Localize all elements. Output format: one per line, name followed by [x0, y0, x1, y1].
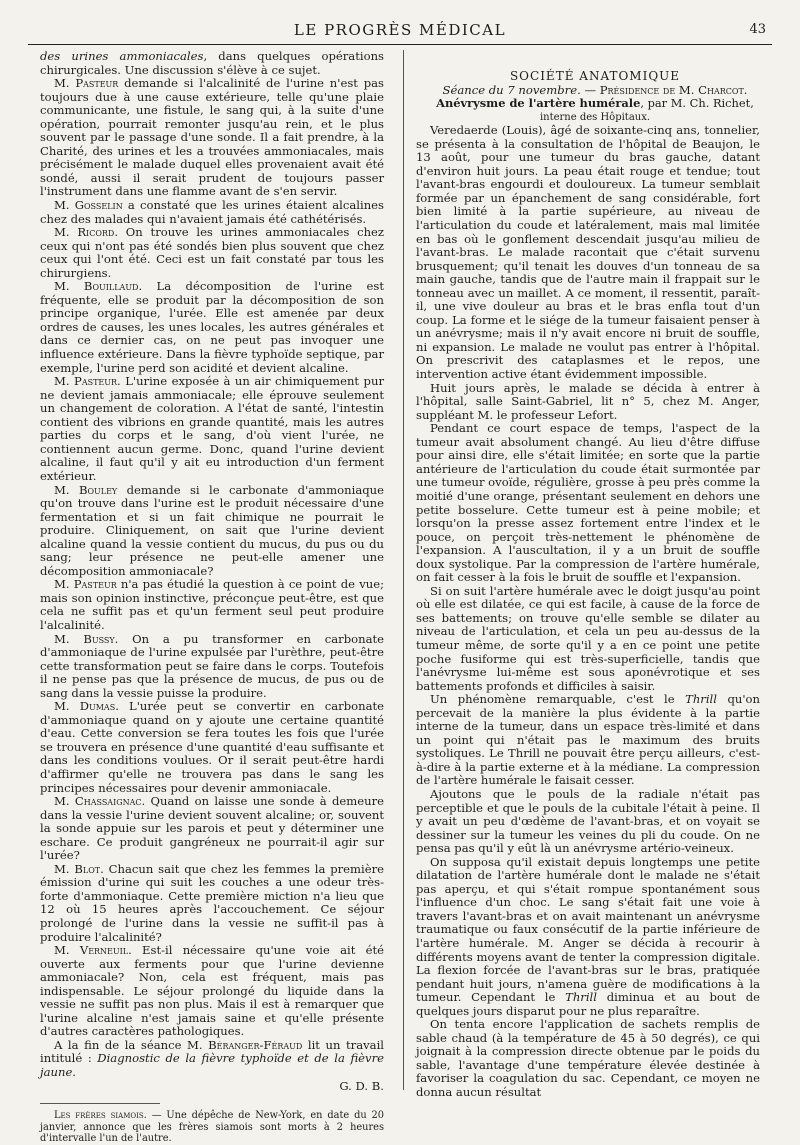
article-title: Anévrysme de l'artère humérale	[436, 96, 641, 111]
paragraph: On tenta encore l'application de sachets remplis de sable chaud (à la température de 45 à 50 degrés), ce qui joignait à la compression directe obtenue par le poids du sable, l'avantage d'une température élevée destinée à favoriser la coagulation du sac. Cependant, ce moyen ne donna aucun résultat	[416, 1017, 760, 1100]
speaker-name: M. Bouley	[54, 482, 118, 497]
paragraph	[416, 693, 760, 788]
paragraph-text: On supposa qu'il existait depuis longtemps une petite dilatation de l'artère humérale dont le malade ne s'était pas aperçu, et qui s'était rompue spontanément sous l'influence d'un choc. Le sang s'était fait une voie à travers l'avant-bras et on avait maintenant un anévrysme traumatique ou faux consécutif de la partie inférieure de l'artère humérale. M. Anger se décida à recourir à différents moyens avant de tenter la compression digitale. La flexion forcée de l'avant-bras sur le bras, pratiquée pendant huit jours, n'amena guère de modifications à la tumeur. Cependant le	[416, 854, 760, 1005]
paragraph	[40, 863, 384, 944]
paragraph-text: Quand on laisse une sonde à demeure dans la vessie l'urine devient souvent alcaline; or, souvent la sonde appuie sur les parois et peut y déterminer une eschare. Ce produit gangréneux ne pourrait-il agir sur l'urée?	[40, 794, 384, 863]
paragraph-text: n'a pas étudié la question à ce point de vue; mais son opinion instinctive, préconçue peut-être, est que cela ne suffit pas et qu'un ferment seul peut produire l'alcalinité.	[40, 577, 384, 632]
paragraph	[40, 578, 384, 632]
article-title-line	[416, 97, 760, 111]
right-column	[416, 70, 760, 1100]
paragraph	[40, 484, 384, 579]
paragraph	[40, 50, 384, 77]
paragraph-text: qu'on percevait de la manière la plus évidente à la partie interne de la tumeur, dans un espace très-limité et dans un point qui n'était pas le maximum des bruits systoliques. Le Thrill ne pouvait être perçu ailleurs, c'est-à-dire à la partie externe et à la médiane. La compression de l'artère humérale le faisait cesser.	[416, 692, 760, 788]
paragraph	[40, 280, 384, 375]
article-author: , par M. Ch. Richet,	[640, 96, 754, 111]
speaker-name: M. Blot.	[54, 861, 104, 876]
paragraph: Veredaerde (Louis), âgé de soixante-cinq ans, tonnelier, se présenta à la consultation de l'hôpital de Beaujon, le 13 août, pour une tumeur du bras gauche, datant d'environ huit jours. La peau était rouge et tendue; tout l'avant-bras engourdi et douloureux. La tumeur semblait formée par un épanchement de sang considérable, fort bien limité à la partie supérieure, au niveau de l'articulation du coude et latéralement, mais mal limitée en bas où le gonflement descendait jusqu'au milieu de l'avant-bras. Le malade racontait que c'était survenu brusquement; qu'il tenait les douves d'un tonneau de sa main gauche, tandis que de l'autre main il frappait sur le tonneau avec un maillet. A ce moment, il ressentit, paraît-il, une vive douleur au bras et le bras enfla tout d'un coup. La forme et le siége de la tumeur faisaient penser à un anévrysme; mais il n'y avait encore ni bruit de souffle, ni expansion. Le malade ne voulut pas entrer à l'hôpital. On prescrivit des cataplasmes et le repos, une intervention active étant évidemment impossible.	[416, 123, 760, 382]
work-title: Diagnostic de la fièvre typhoïde et de la fièvre jaune.	[40, 1051, 384, 1080]
paragraph	[40, 77, 384, 199]
paragraph: Pendant ce court espace de temps, l'aspect de la tumeur avait absolument changé. Au lieu d'être diffuse pour ainsi dire, elle s'était limitée; en sorte que la partie antérieure de l'articulation du coude était surmontée par une tumeur ovoïde, régulière, grosse à peu près comme la moitié d'une orange, présentant seulement en dehors une petite bosselure. Cette tumeur est à peine mobile; et lorsqu'on la presse assez fortement entre l'index et le pouce, on perçoit très-nettement le phénomène de l'expansion. A l'auscultation, il y a un bruit de souffle doux systolique. Par la compression de l'artère humérale, on fait cesser à la fois le bruit de souffle et l'expansion.	[416, 421, 760, 585]
paragraph-text: La décomposition de l'urine est fréquente, elle se produit par la décomposition de son principe organique, l'urée. Elle est amenée par deux ordres de causes, les unes locales, les autres générales et dans ce dernier cas, on ne peut pas invoquer une influence extérieure. Dans la fièvre typhoïde septique, par exemple, l'urine perd son acidité et devient alcaline.	[40, 279, 385, 375]
author-role: interne des Hôpitaux.	[539, 111, 651, 123]
signature: G. D. B.	[339, 1078, 384, 1093]
italic-phrase: des urines ammoniacales	[40, 49, 204, 63]
footnote-heading: Les frères siamois.	[54, 1110, 147, 1122]
left-column	[40, 50, 384, 1145]
paragraph	[40, 944, 384, 1039]
page-header	[28, 20, 772, 45]
footnote-text: — Une dépêche de New-York, en date du 20 janvier, annonce que les frères siamois sont morts à 2 heures d'intervalle l'un de l'autre.	[40, 1110, 385, 1145]
speaker-name: M. Verneuil.	[54, 943, 132, 958]
speaker-name: M. Pasteur	[54, 577, 117, 592]
italic-term: Thrill	[685, 692, 717, 707]
paragraph-text: A la fin de la séance	[54, 1037, 188, 1052]
paragraph-text: L'urée peut se convertir en carbonate d'ammoniaque quand on y ajoute une certaine quantité d'eau. Cette conversion se fera toutes les fois que l'urée se trouvera en présence d'une quantité d'eau suffisante et dans les conditions voulues. Or il serait peut-être hardi d'affirmer qu'elle ne trouvera pas dans le sang les principes nécessaires pour devenir ammoniacale.	[40, 699, 385, 795]
paragraph-text: lit un travail intitulé :	[40, 1037, 384, 1066]
paragraph-text: Chacun sait que chez les femmes la première émission d'urine qui suit les couches a une odeur très-forte d'ammoniaque. Cette première miction n'a lieu que 12 où 15 heures après l'accouchement. Ce séjour prolongé de l'urine dans la vessie ne suffit-il pas à produire l'alcalinité?	[40, 861, 384, 944]
paragraph-text: demande si le carbonate d'ammoniaque qu'on trouve dans l'urine est le produit nécessaire d'une fermentation et si un fait chimique ne pourrait le produire. Cliniquement, on sait que l'urine devient alcaline quand la vessie contient du mucus, du pus ou du sang; leur présence ne peut-elle amener une décomposition ammoniacale?	[40, 482, 384, 578]
speaker-name: M. Pasteur.	[54, 374, 121, 389]
paragraph-text: diminua et au bout de quelques jours disparut pour ne plus reparaître.	[416, 990, 760, 1018]
paragraph	[40, 375, 384, 483]
paragraph	[40, 700, 384, 795]
paragraph	[416, 856, 760, 1019]
paragraph	[40, 226, 384, 280]
paragraph-text: a constaté que les urines étaient alcalines chez des malades qui n'avaient jamais été cathétérisés.	[40, 198, 384, 226]
paragraph	[40, 1039, 384, 1080]
paragraph-text: Est-il nécessaire qu'une voie ait été ouverte aux ferments pour que l'urine devienne ammoniacale? Non, cela est fréquent, mais pas indispensable. Le séjour prolongé du liquide dans la vessie ne suffit pas non plus. Mais il est à remarquer que l'urine alcaline n'est jamais saine et qu'elle présente d'autres caractères pathologiques.	[40, 943, 384, 1039]
paragraph-text: , dans quelques opérations chirurgicales. Une discussion s'élève à ce sujet.	[40, 49, 384, 77]
section-heading: SOCIÉTÉ ANATOMIQUE	[509, 69, 681, 83]
session-presidency: — Présidence de M. Charcot.	[580, 82, 748, 97]
paragraph: Huit jours après, le malade se décida à entrer à l'hôpital, salle Saint-Gabriel, lit n° 5, chez M. Anger, suppléant M. le professeur Lefort.	[416, 380, 760, 422]
paragraph-text: On a pu transformer en carbonate d'ammoniaque de l'urine expulsée par l'urèthre, peut-être cette transformation peut se faire dans le corps. Toutefois il ne pense pas que la présence de mucus, de pus ou de sang dans la vessie puisse la produire.	[40, 631, 385, 700]
speaker-name: M. Bouillaud.	[54, 279, 143, 294]
speaker-name: M. Pasteur	[54, 76, 119, 91]
paragraph-text: L'urine exposée à un air chimiquement pur ne devient jamais ammoniacale; elle éprouve seulement un changement de coloration. A l'état de santé, l'intestin contient des vibrions en grande quantité, mais les autres parties du corps et le sang, d'où vient l'urée, ne contiennent aucun germe. Donc, quand l'urine devient alcaline, il faut qu'il y ait eu introduction d'un ferment extérieur.	[40, 374, 384, 483]
page-number: 43	[749, 22, 766, 37]
journal-title: LE PROGRÈS MÉDICAL	[293, 21, 507, 39]
paragraph-text: demande si l'alcalinité de l'urine n'est pas toujours due à une cause extérieure, telle qu'une plaie communicante, une fistule, le sang qui, à la suite d'une opération, pourrait remonter jusqu'au rein, et le plus souvent par le passage d'une sonde. Il a fait prendre, à la Charité, des urines et les a trouvées ammoniacales, mais précisément le malade duquel elles provenaient avait été sondé, aussi il serait prudent de toujours passer l'instrument dans une flamme avant de s'en servir.	[40, 76, 384, 199]
italic-term: Thrill	[565, 990, 597, 1005]
paragraph	[40, 633, 384, 701]
footnote	[40, 1110, 384, 1145]
column-divider	[403, 50, 404, 1090]
speaker-name: M. Béranger-Féraud	[187, 1037, 303, 1052]
session-line	[416, 84, 760, 98]
footnote-rule	[40, 1103, 160, 1104]
session-date: Séance du 7 novembre.	[442, 82, 581, 97]
paragraph-text: Un phénomène remarquable, c'est le	[430, 692, 686, 707]
speaker-name: M. Chassaignac.	[54, 794, 146, 809]
speaker-name: M. Bussy.	[54, 631, 119, 646]
speaker-name: M. Ricord.	[54, 225, 119, 240]
paragraph	[40, 199, 384, 226]
paragraph: Ajoutons que le pouls de la radiale n'était pas perceptible et que le pouls de la cubitale l'était à peine. Il y avait un peu d'œdème de l'avant-bras, et on voyait se dessiner sur la tumeur les veines du pli du coude. On ne pensa pas qu'il y eût là un anévrysme artério-veineux.	[416, 786, 760, 856]
paragraph: Si on suit l'artère humérale avec le doigt jusqu'au point où elle est dilatée, ce qui est facile, à cause de la force de ses battements; on trouve qu'elle semble se dilater au niveau de l'articulation, et cela un peu au-dessus de la tumeur même, de sorte qu'il y a en ce point une petite poche fusiforme qui est très-superficielle, tandis que l'anévrysme lui-même est sous aponévrotique et ses battements profonds et difficiles à saisir.	[416, 583, 760, 693]
speaker-name: M. Dumas.	[54, 699, 119, 714]
paragraph	[40, 795, 384, 863]
speaker-name: M. Gosselin	[54, 198, 123, 213]
paragraph-text: On trouve les urines ammoniacales chez ceux qui n'ont pas été sondés bien plus souvent que chez ceux qui l'ont été. Ceci est un fait constaté par tous les chirurgiens.	[40, 225, 385, 280]
